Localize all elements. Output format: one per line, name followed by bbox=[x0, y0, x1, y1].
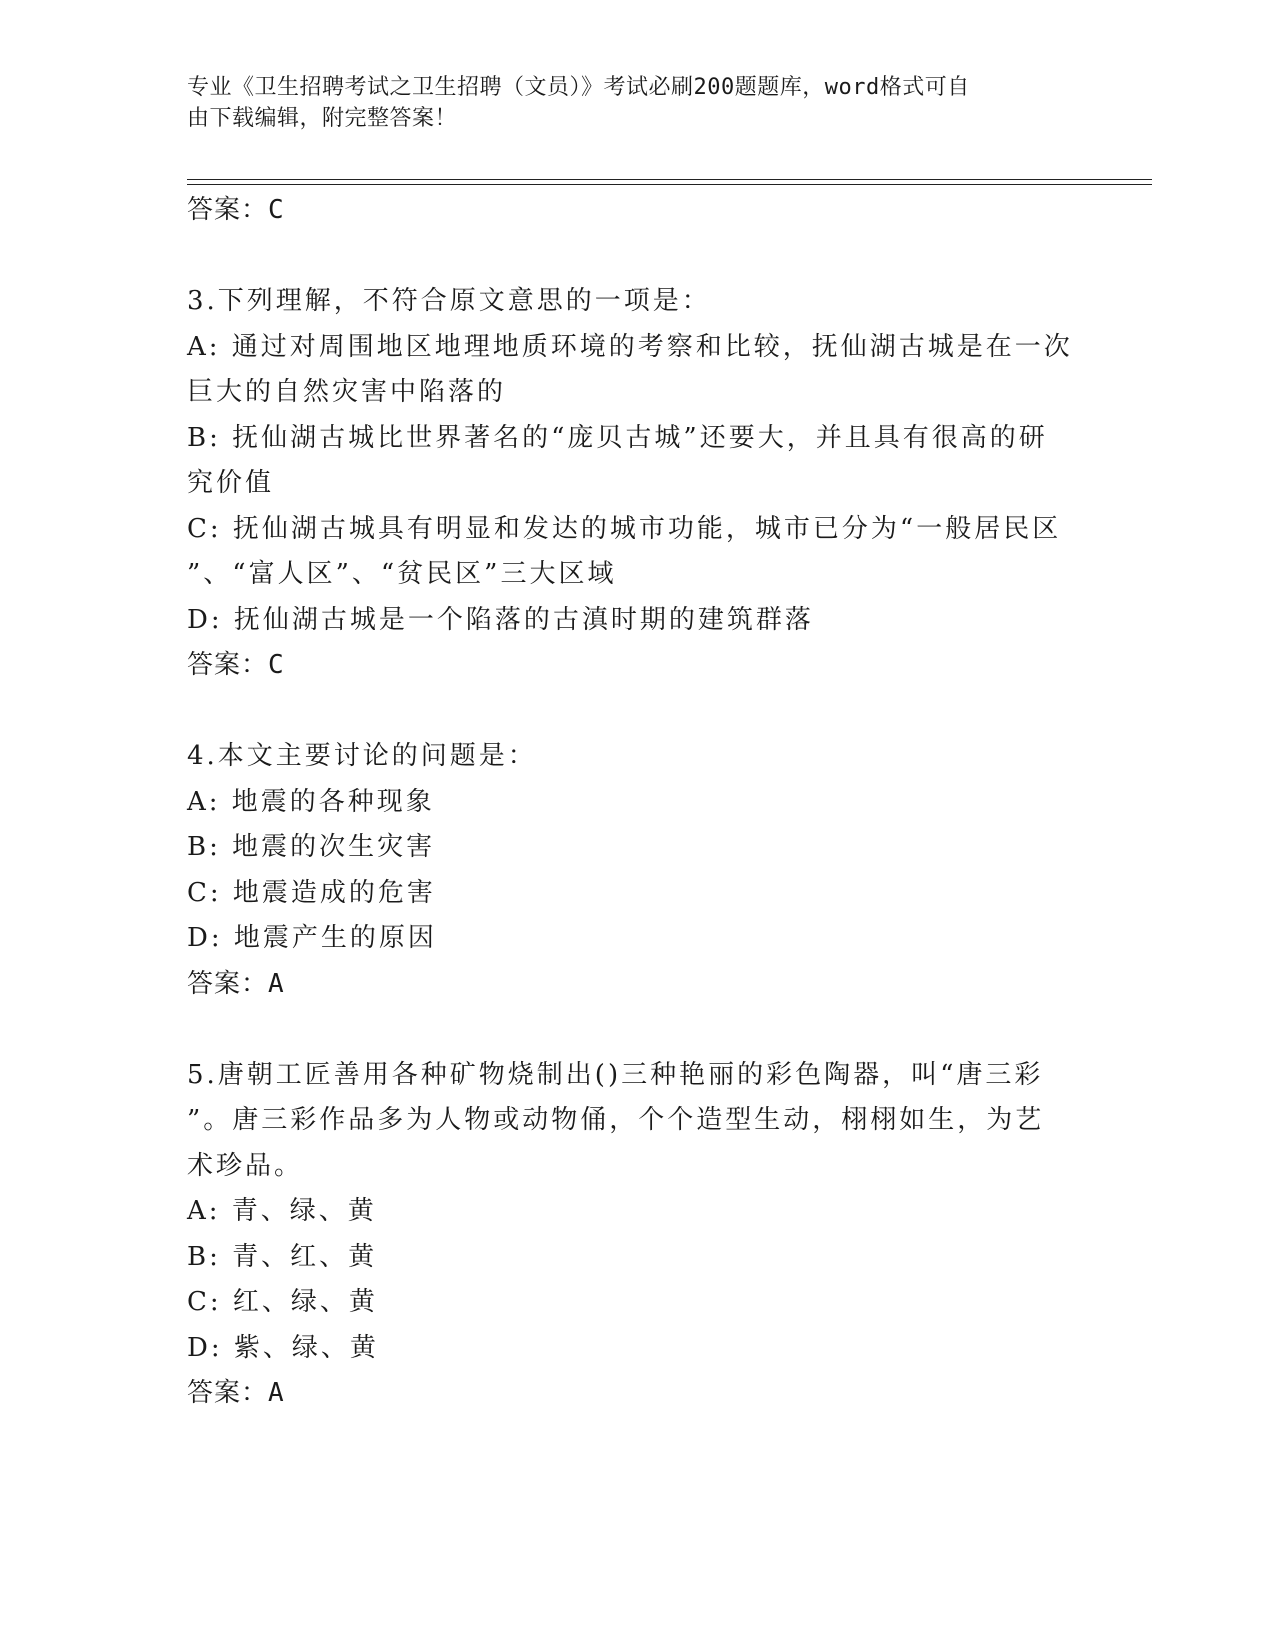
question-stem: 4.本文主要讨论的问题是： bbox=[187, 741, 537, 771]
option-a-line-1: A: 通过对周围地区地理地质环境的考察和比较，抚仙湖古城是在一次 bbox=[187, 331, 1073, 362]
answer-value: C bbox=[268, 650, 285, 680]
option-b-line-1: B: 地震的次生灾害 bbox=[187, 832, 436, 862]
header-divider-bottom bbox=[187, 184, 1152, 185]
answer-value: A bbox=[268, 1378, 285, 1408]
spacer bbox=[187, 234, 1087, 280]
answer-value: C bbox=[268, 195, 285, 225]
question-block bbox=[187, 279, 1087, 689]
question-stem-line-2: ”。唐三彩作品多为人物或动物俑，个个造型生动，栩栩如生，为艺 bbox=[187, 1105, 1045, 1135]
option-b-line-2: 究价值 bbox=[187, 468, 275, 498]
answer-label: 答案： bbox=[187, 195, 269, 225]
spacer bbox=[187, 689, 1087, 735]
option-b-line-1: B: 青、红、黄 bbox=[187, 1241, 378, 1272]
option-d-line-1: D: 紫、绿、黄 bbox=[187, 1332, 379, 1363]
answer-label: 答案： bbox=[187, 650, 269, 680]
question-stem-line-1: 5.唐朝工匠善用各种矿物烧制出()三种艳丽的彩色陶器，叫“唐三彩 bbox=[187, 1059, 1044, 1090]
question-block bbox=[187, 734, 1087, 1007]
option-c-line-1: C: 红、绿、黄 bbox=[187, 1287, 378, 1317]
question-content bbox=[187, 188, 1087, 1417]
option-b-line-1: B: 抚仙湖古城比世界著名的“庞贝古城”还要大，并且具有很高的研 bbox=[187, 422, 1048, 453]
header-line-2: 由下载编辑，附完整答案！ bbox=[187, 106, 458, 131]
header-line-1: 专业《卫生招聘考试之卫生招聘（文员）》考试必刷200题题库，word格式可自 bbox=[187, 75, 970, 100]
answer-label: 答案： bbox=[187, 1378, 269, 1408]
answer-value: A bbox=[268, 968, 285, 999]
option-a-line-1: A: 地震的各种现象 bbox=[187, 786, 435, 817]
question-block bbox=[187, 1053, 1087, 1417]
answer-line bbox=[187, 962, 1087, 1008]
option-a-line-1: A: 青、绿、黄 bbox=[187, 1196, 377, 1226]
question-stem: 3.下列理解，不符合原文意思的一项是： bbox=[187, 286, 711, 316]
spacer bbox=[187, 1007, 1087, 1053]
document-header bbox=[187, 72, 1067, 134]
option-c-line-2: ”、“富人区”、“贫民区”三大区域 bbox=[187, 559, 617, 589]
option-a-line-2: 巨大的自然灾害中陷落的 bbox=[187, 377, 507, 407]
option-c-line-1: C: 地震造成的危害 bbox=[187, 877, 436, 908]
answer-line bbox=[187, 643, 1087, 689]
question-stem-line-3: 术珍品。 bbox=[187, 1150, 304, 1181]
option-d-line-1: D: 抚仙湖古城是一个陷落的古滇时期的建筑群落 bbox=[187, 604, 814, 635]
answer-line bbox=[187, 188, 1087, 234]
option-c-line-1: C: 抚仙湖古城具有明显和发达的城市功能，城市已分为“一般居民区 bbox=[187, 513, 1062, 544]
answer-line bbox=[187, 1371, 1087, 1417]
answer-label: 答案： bbox=[187, 968, 269, 999]
header-divider-top bbox=[187, 179, 1152, 180]
option-d-line-1: D: 地震产生的原因 bbox=[187, 923, 437, 953]
